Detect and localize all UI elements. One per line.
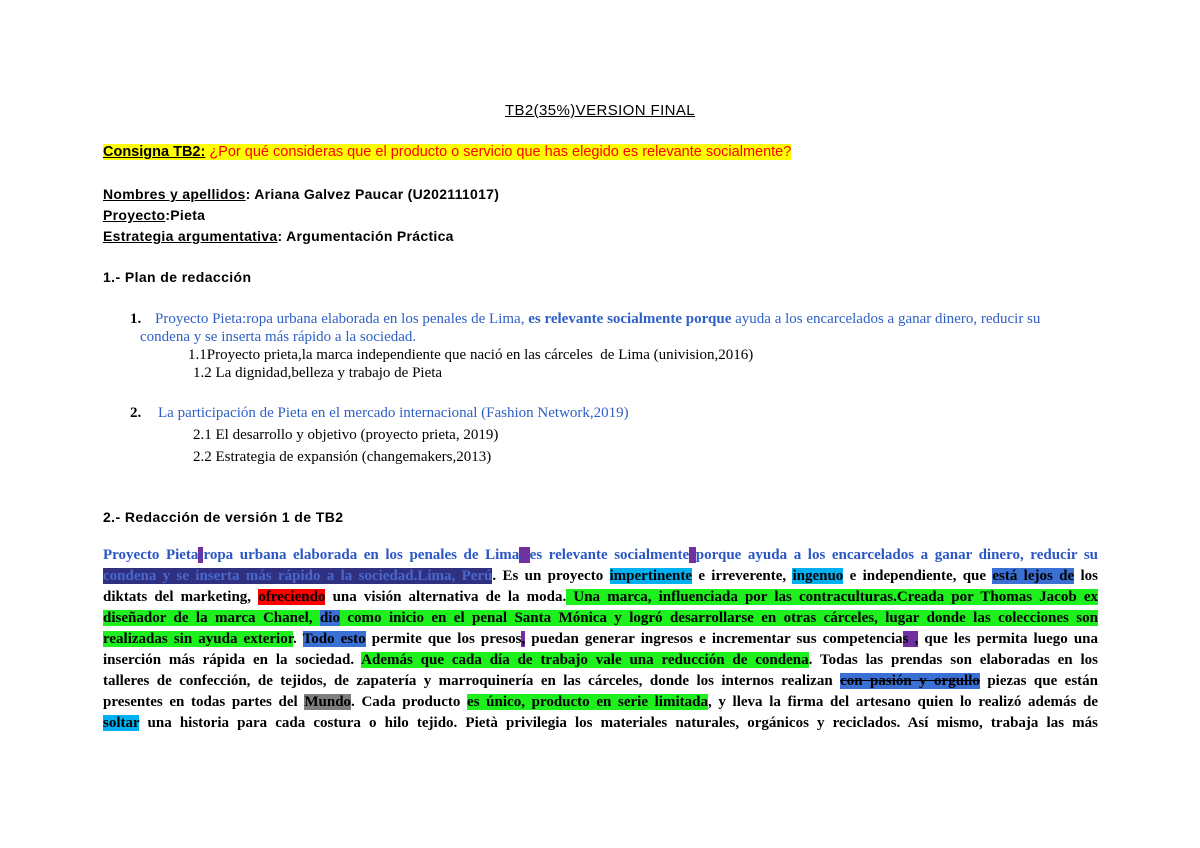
cyan-highlight: impertinente bbox=[609, 568, 692, 584]
paragraph-text: permite que los presos bbox=[365, 631, 522, 647]
field-estrategia-value: : Argumentación Práctica bbox=[277, 228, 454, 244]
purple-highlight: , bbox=[519, 547, 530, 563]
paragraph-text: talleres de confección, de tejidos, de zapatería y marroquinería en las cárceles, donde los internos realizan bbox=[103, 673, 841, 689]
green-highlight: es único, producto en serie limitada bbox=[467, 694, 708, 710]
consigna-highlight bbox=[103, 144, 791, 160]
purple-highlight bbox=[689, 547, 696, 563]
paragraph-text: inserción más rápida en la sociedad. bbox=[103, 652, 362, 668]
paragraph-text: es relevante socialmente bbox=[529, 547, 690, 563]
blue-highlight: Todo esto bbox=[302, 631, 366, 647]
red-highlight: ofreciendo bbox=[258, 589, 326, 605]
field-proyecto-value: :Pieta bbox=[165, 207, 206, 223]
document-title: TB2(35%)VERSION FINAL bbox=[504, 102, 696, 119]
purple-highlight: : bbox=[198, 547, 204, 563]
paragraph-text: . bbox=[292, 631, 303, 647]
cyan-highlight: soltar bbox=[103, 715, 140, 731]
plan-subitem-1-1: 1.1Proyecto prieta,la marca independiente que nació en las cárceles de Lima (univision,2016) bbox=[188, 347, 754, 363]
paragraph-text: . Todas las prendas son elaboradas en los bbox=[808, 652, 1099, 668]
paragraph-line bbox=[103, 650, 1098, 671]
paragraph-text: Proyecto Pieta bbox=[103, 547, 199, 563]
green-highlight: como inicio en el penal Santa Mónica y logró desarrollarse en otras cárceles, lugar donde las colecciones son bbox=[339, 610, 1098, 626]
plan-subitem-2-2: 2.2 Estrategia de expansión (changemakers,2013) bbox=[193, 449, 492, 465]
field-proyecto bbox=[103, 206, 205, 224]
consigna-question: ¿Por qué consideras que el producto o servicio que has elegido es relevante socialmente? bbox=[209, 144, 792, 160]
paragraph-text: e irreverente, bbox=[692, 568, 793, 584]
redaccion-paragraph bbox=[103, 545, 1098, 734]
blue-highlight: está lejos de bbox=[992, 568, 1075, 584]
cyan-highlight: ingenuo bbox=[792, 568, 844, 584]
paragraph-text: piezas que están bbox=[979, 673, 1099, 689]
blue-highlight: dio bbox=[319, 610, 340, 626]
plan-subitem-1-2: 1.2 La dignidad,belleza y trabajo de Pieta bbox=[193, 365, 443, 381]
plan-item-1-continuation: condena y se inserta más rápido a la sociedad. bbox=[140, 329, 417, 345]
paragraph-text: . Cada producto bbox=[351, 694, 468, 710]
field-proyecto-label: Proyecto bbox=[103, 207, 166, 223]
green-highlight: Además que cada día de trabajo vale una reducción de condena bbox=[361, 652, 809, 668]
field-nombres-label: Nombres y apellidos bbox=[103, 186, 246, 202]
navy-highlight: condena y se inserta más rápido a la sociedad.Lima, Perú bbox=[103, 568, 493, 584]
green-highlight: Una marca, influenciada por las contraculturas.Creada por Thomas Jacob ex bbox=[566, 589, 1098, 605]
paragraph-line bbox=[103, 629, 1098, 650]
plan-heading: 1.- Plan de redacción bbox=[103, 269, 252, 285]
paragraph-line bbox=[103, 671, 1098, 692]
paragraph-text: diktats del marketing, bbox=[103, 589, 259, 605]
plan-item-1-thesis: es relevante socialmente porque bbox=[528, 311, 732, 327]
paragraph-line bbox=[103, 587, 1098, 608]
gray-highlight: Mundo bbox=[304, 694, 352, 710]
paragraph-text: presentes en todas partes del bbox=[103, 694, 305, 710]
plan-item-1-text bbox=[155, 310, 1040, 329]
consigna-label: Consigna TB2: bbox=[103, 144, 206, 160]
plan-subitem-2-1: 2.1 El desarrollo y objetivo (proyecto prieta, 2019) bbox=[193, 427, 499, 443]
paragraph-line bbox=[103, 692, 1098, 713]
plan-item-1-text-a: Proyecto Pieta:ropa urbana elaborada en los penales de Lima, bbox=[155, 311, 529, 327]
paragraph-text: una visión alternativa de la moda. bbox=[325, 589, 567, 605]
green-highlight: diseñador de la marca Chanel, bbox=[103, 610, 320, 626]
field-nombres bbox=[103, 185, 499, 203]
paragraph-line bbox=[103, 608, 1098, 629]
paragraph-text: . Es un proyecto bbox=[492, 568, 610, 584]
field-nombres-value: : Ariana Galvez Paucar (U202111017) bbox=[245, 186, 500, 202]
paragraph-line bbox=[103, 545, 1098, 566]
paragraph-line bbox=[103, 713, 1098, 734]
redaccion-heading: 2.- Redacción de versión 1 de TB2 bbox=[103, 509, 344, 525]
purple-highlight: s , bbox=[902, 631, 919, 647]
paragraph-text: una historia para cada costura o hilo tejido. Pietà privilegia los materiales naturales, orgánicos y reciclados. Así mismo, trabaja las más bbox=[139, 715, 1098, 731]
paragraph-text: que les permita luego una bbox=[918, 631, 1099, 647]
paragraph-text: puedan generar ingresos e incrementar sus competencia bbox=[525, 631, 903, 647]
paragraph-text: los bbox=[1074, 568, 1098, 584]
plan-item-2-number: 2. bbox=[130, 405, 142, 421]
plan-item-1-number: 1. bbox=[130, 311, 142, 327]
paragraph-text: e independiente, que bbox=[843, 568, 993, 584]
plan-item-2-text: La participación de Pieta en el mercado internacional (Fashion Network,2019) bbox=[158, 405, 629, 421]
paragraph-text: ropa urbana elaborada en los penales de Lima bbox=[203, 547, 520, 563]
purple-highlight: , bbox=[521, 631, 526, 647]
field-estrategia-label: Estrategia argumentativa bbox=[103, 228, 278, 244]
plan-item-1-text-b: ayuda a los encarcelados a ganar dinero, reducir su bbox=[731, 311, 1041, 327]
strikethrough-highlight: con pasión y orgullo bbox=[840, 673, 980, 689]
paragraph-text: porque ayuda a los encarcelados a ganar dinero, reducir su bbox=[695, 547, 1099, 563]
paragraph-text: , y lleva la firma del artesano quien lo realizó además de bbox=[707, 694, 1099, 710]
paragraph-line bbox=[103, 566, 1098, 587]
green-highlight: realizadas sin ayuda exterior bbox=[103, 631, 293, 647]
field-estrategia bbox=[103, 227, 454, 245]
consigna-line bbox=[103, 143, 791, 162]
